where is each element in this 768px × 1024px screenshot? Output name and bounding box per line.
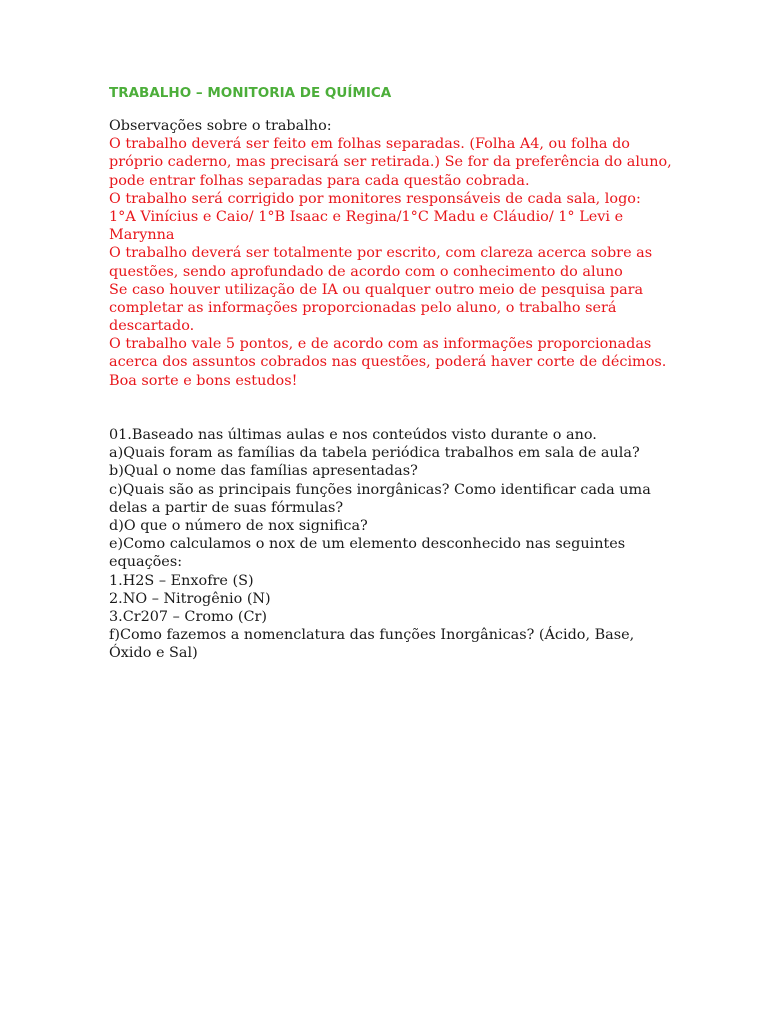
question-line: 01.Baseado nas últimas aulas e nos conteúdos visto durante o ano. [109, 427, 597, 443]
question-line: d)O que o número de nox significa? [109, 517, 368, 534]
observation-line: completar as informações proporcionadas pelo aluno, o trabalho será [109, 299, 617, 316]
document-title: TRABALHO – MONITORIA DE QUÍMICA [109, 85, 392, 101]
observation-line: questões, sendo aprofundado de acordo com o conhecimento do aluno [109, 263, 623, 280]
observations-heading: Observações sobre o trabalho: [109, 118, 332, 134]
observations-section [109, 117, 672, 390]
observation-line: O trabalho deverá ser totalmente por escrito, com clareza acerca sobre as [109, 245, 653, 262]
question-line: a)Quais foram as famílias da tabela periódica trabalhos em sala de aula? [109, 445, 640, 462]
observation-line: O trabalho será corrigido por monitores responsáveis de cada sala, logo: [109, 190, 641, 207]
observation-line: Se caso houver utilização de IA ou qualquer outro meio de pesquisa para [109, 281, 644, 298]
question-line: delas a partir de suas fórmulas? [109, 499, 344, 516]
question-line: equações: [109, 554, 183, 571]
question-line: 2.NO – Nitrogênio (N) [109, 590, 271, 607]
question-line: b)Qual o nome das famílias apresentadas? [109, 463, 418, 480]
observation-line: próprio caderno, mas precisará ser retirada.) Se for da preferência do aluno, [109, 154, 672, 171]
observation-line: 1°A Vinícius e Caio/ 1°B Isaac e Regina/1°C Madu e Cláudio/ 1° Levi e [109, 208, 624, 225]
observation-line: Marynna [109, 227, 175, 244]
question-line: 1.H2S – Enxofre (S) [109, 572, 254, 589]
question-line: f)Como fazemos a nomenclatura das funções Inorgânicas? (Ácido, Base, [109, 627, 635, 644]
questions-section [109, 426, 669, 662]
observation-line: descartado. [109, 318, 195, 335]
question-line: 3.Cr207 – Cromo (Cr) [109, 608, 267, 625]
question-line: c)Quais são as principais funções inorgânicas? Como identificar cada uma [109, 481, 651, 498]
observation-line: Boa sorte e bons estudos! [109, 372, 298, 389]
observation-line: pode entrar folhas separadas para cada questão cobrada. [109, 172, 530, 189]
question-line: Óxido e Sal) [109, 645, 198, 662]
question-line: e)Como calculamos o nox de um elemento desconhecido nas seguintes [109, 536, 626, 553]
observation-line: O trabalho deverá ser feito em folhas separadas. (Folha A4, ou folha do [109, 136, 630, 153]
observation-line: acerca dos assuntos cobrados nas questões, poderá haver corte de décimos. [109, 354, 667, 371]
observation-line: O trabalho vale 5 pontos, e de acordo com as informações proporcionadas [109, 336, 652, 353]
